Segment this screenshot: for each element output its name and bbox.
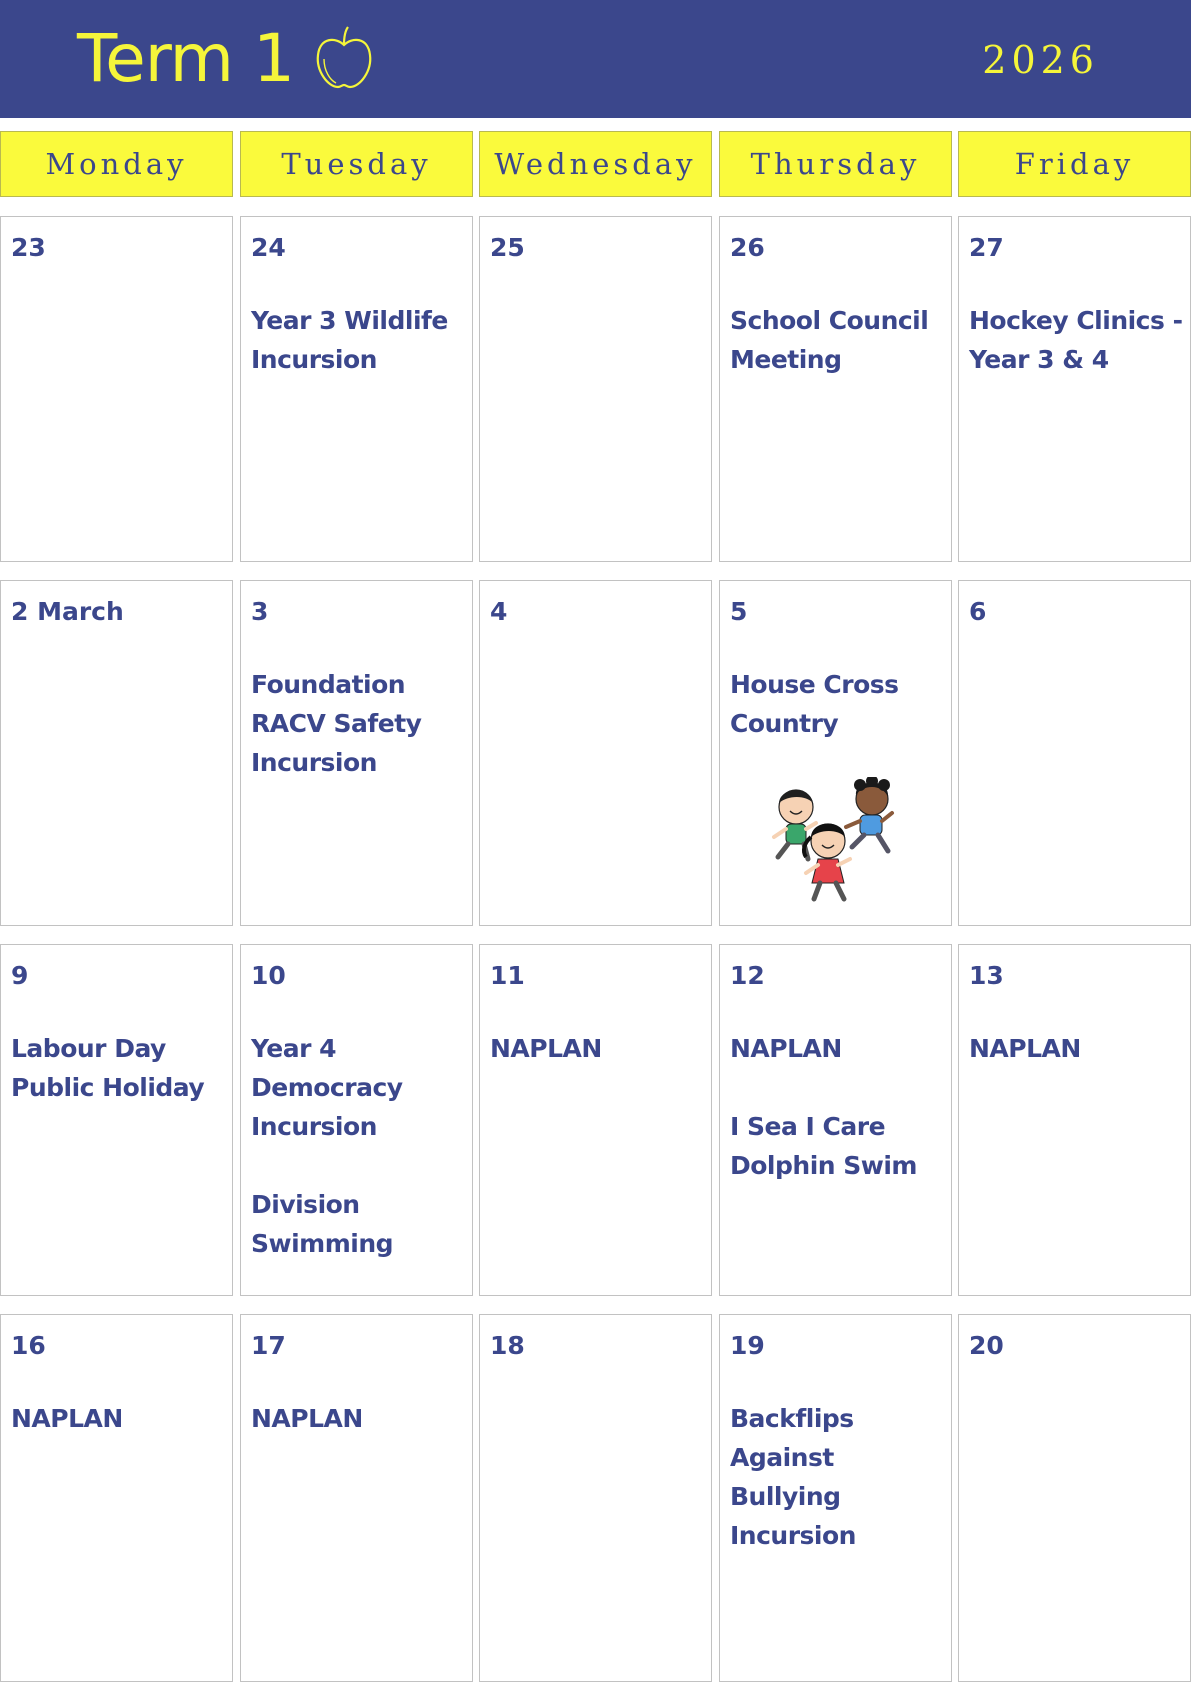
event-text: NAPLAN xyxy=(730,1034,842,1063)
event-text: Labour Day Public Holiday xyxy=(11,1034,205,1102)
day-cell xyxy=(479,944,712,1296)
cell-date: 2 March xyxy=(11,597,124,626)
event-text: Year 3 Wildlife Incursion xyxy=(251,306,448,374)
day-cell xyxy=(0,216,233,562)
day-cell xyxy=(958,1314,1191,1682)
cell-date: 18 xyxy=(490,1331,525,1360)
day-cell xyxy=(240,216,473,562)
apple-icon xyxy=(314,25,374,90)
day-cell xyxy=(958,944,1191,1296)
cell-date: 6 xyxy=(969,597,987,626)
day-cell xyxy=(719,216,952,562)
day-cell xyxy=(0,944,233,1296)
cell-date: 20 xyxy=(969,1331,1004,1360)
day-cell xyxy=(719,1314,952,1682)
event-text: Backflips Against Bullying Incursion xyxy=(730,1404,856,1550)
event-text: NAPLAN xyxy=(251,1404,363,1433)
cell-date: 26 xyxy=(730,233,765,262)
cell-date: 5 xyxy=(730,597,748,626)
event-text: Division Swimming xyxy=(251,1190,394,1258)
event-text: School Council Meeting xyxy=(730,306,929,374)
cell-date: 25 xyxy=(490,233,525,262)
event-text: NAPLAN xyxy=(11,1404,123,1433)
day-cell xyxy=(719,580,952,926)
cell-date: 4 xyxy=(490,597,508,626)
cell-date: 19 xyxy=(730,1331,765,1360)
event-text: NAPLAN xyxy=(490,1034,602,1063)
cell-date: 24 xyxy=(251,233,286,262)
day-header-wednesday: Wednesday xyxy=(479,131,712,197)
cell-date: 27 xyxy=(969,233,1004,262)
event-text: Hockey Clinics - Year 3 & 4 xyxy=(969,306,1183,374)
day-header-friday: Friday xyxy=(958,131,1191,197)
cell-date: 3 xyxy=(251,597,269,626)
event-text: Year 4 Democracy Incursion xyxy=(251,1034,403,1141)
event-text: I Sea I Care Dolphin Swim xyxy=(730,1112,917,1180)
cell-date: 10 xyxy=(251,961,286,990)
cell-date: 13 xyxy=(969,961,1004,990)
event-text: House Cross Country xyxy=(730,670,899,738)
term-title: Term 1 xyxy=(77,20,294,97)
cell-date: 12 xyxy=(730,961,765,990)
calendar-header xyxy=(0,0,1191,118)
day-cell xyxy=(958,580,1191,926)
cell-date: 11 xyxy=(490,961,525,990)
year-label: 2026 xyxy=(982,38,1099,82)
day-cell xyxy=(240,944,473,1296)
day-header-monday: Monday xyxy=(0,131,233,197)
day-cell xyxy=(0,1314,233,1682)
day-cell xyxy=(719,944,952,1296)
event-text: Foundation RACV Safety Incursion xyxy=(251,670,422,777)
day-cell xyxy=(479,580,712,926)
day-cell xyxy=(479,216,712,562)
day-header-thursday: Thursday xyxy=(719,131,952,197)
day-cell xyxy=(0,580,233,926)
day-cell xyxy=(958,216,1191,562)
day-cell xyxy=(240,580,473,926)
running-kids-illustration xyxy=(768,777,900,907)
cell-date: 17 xyxy=(251,1331,286,1360)
cell-date: 23 xyxy=(11,233,46,262)
cell-date: 9 xyxy=(11,961,29,990)
cell-date: 16 xyxy=(11,1331,46,1360)
day-cell xyxy=(479,1314,712,1682)
event-text: NAPLAN xyxy=(969,1034,1081,1063)
day-header-tuesday: Tuesday xyxy=(240,131,473,197)
day-cell xyxy=(240,1314,473,1682)
